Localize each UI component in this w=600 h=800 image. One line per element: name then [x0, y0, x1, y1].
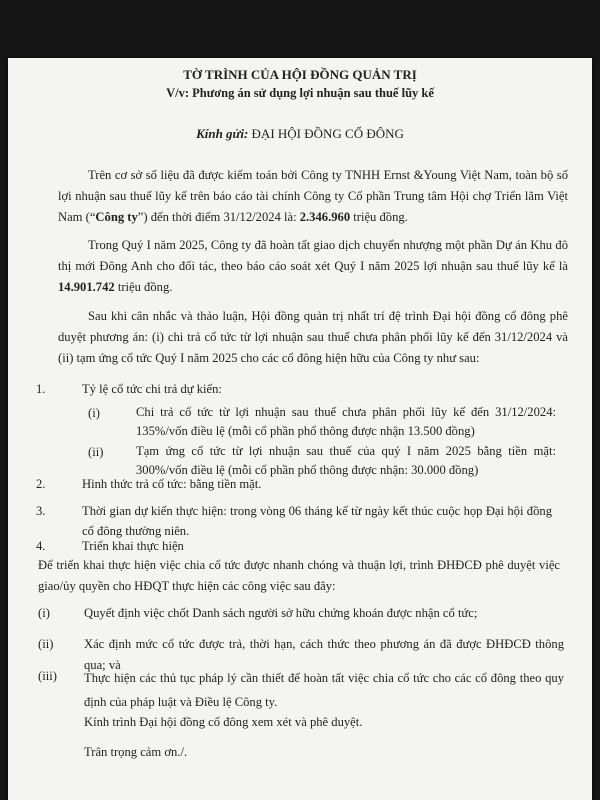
- sub-i-number: (i): [88, 406, 100, 420]
- task-ii-text: Xác định mức cổ tức được trả, thời hạn, cách thức theo phương án đã được ĐHĐCĐ thông qua; và: [84, 637, 564, 672]
- document-subject: V/v: Phương án sử dụng lợi nhuận sau thuế lũy kế: [166, 86, 434, 100]
- recipient-line: [8, 126, 592, 142]
- task-iii-number: (iii): [38, 669, 57, 683]
- paragraph-q1-profit: Trong Quý I năm 2025, Công ty đã hoàn tất giao dịch chuyển nhượng một phần Dự án Khu đô thị mới Đông Anh cho đối tác, theo báo cáo soát xét Quý I năm 2025 lợi nhuận sau thuế lũy kế là 14.901.742 triệu đồng.: [58, 238, 568, 294]
- closing-thanks: Trân trọng cảm ơn./.: [84, 745, 188, 759]
- sub-ii-number: (ii): [88, 445, 104, 459]
- item-2-text: Hình thức trả cổ tức: bằng tiền mặt.: [82, 477, 262, 491]
- task-ii-number: (ii): [38, 637, 54, 651]
- item-4-number: 4.: [36, 539, 46, 553]
- item-2-number: 2.: [36, 477, 46, 491]
- task-i-text: Quyết định việc chốt Danh sách người sở hữu chứng khoán được nhận cổ tức;: [84, 606, 478, 620]
- paragraph-audited-profit: Trên cơ sở số liệu đã được kiểm toán bởi Công ty TNHH Ernst &Young Việt Nam, toàn bộ số lợi nhuận sau thuế lũy kế trên báo cáo tài chính Công ty Cổ phần Trung tâm Hội chợ Triển lãm Việt Nam (“Công ty”) đến thời điểm 31/12/2024 là: 2.346.960 triệu đồng.: [58, 168, 568, 224]
- task-iii-text: Thực hiện các thủ tục pháp lý cần thiết để hoàn tất việc chia cổ tức cho các cổ đông theo quy định của pháp luật và Điều lệ Công ty.: [84, 671, 564, 709]
- sub-i-text: Chi trả cổ tức từ lợi nhuận sau thuế chưa phân phối lũy kế đến 31/12/2024: 135%/vốn điều lệ (mỗi cổ phần phổ thông được nhận 13.500 đồng): [136, 405, 556, 438]
- recipient-label: Kính gửi:: [196, 126, 249, 141]
- paragraph-proposal: Sau khi cân nhắc và thảo luận, Hội đồng quản trị nhất trí đệ trình Đại hội đồng cổ đông phê duyệt phương án: (i) chi trả cổ tức từ lợi nhuận sau thuế chưa phân phối lũy kế đến 31/12/2024 và (ii) tạm ứng cổ tức Quý I năm 2025 cho các cổ đông hiện hữu của Công ty như sau:: [58, 309, 568, 365]
- item-3-text: Thời gian dự kiến thực hiện: trong vòng 06 tháng kể từ ngày kết thúc cuộc họp Đại hội đồng cổ đông thường niên.: [82, 504, 552, 538]
- sub-ii-text: Tạm ứng cổ tức từ lợi nhuận sau thuế của quý I năm 2025 bằng tiền mặt: 300%/vốn điều lệ (mỗi cổ phần phổ thông được nhận: 30.000 đồng): [136, 444, 556, 477]
- item-1-number: 1.: [36, 382, 46, 396]
- item-3-number: 3.: [36, 504, 46, 518]
- task-i-number: (i): [38, 606, 50, 620]
- item-4-text: Triển khai thực hiện: [82, 539, 184, 553]
- recipient-value: ĐẠI HỘI ĐỒNG CỔ ĐÔNG: [251, 126, 404, 141]
- item-1-text: Tỷ lệ cổ tức chi trả dự kiến:: [82, 382, 222, 396]
- document-page: [8, 58, 592, 800]
- document-title: TỜ TRÌNH CỦA HỘI ĐỒNG QUẢN TRỊ: [183, 67, 417, 82]
- paragraph-authorization: Để triển khai thực hiện việc chia cổ tức được nhanh chóng và thuận lợi, trình ĐHĐCĐ phê duyệt việc giao/ủy quyền cho HĐQT thực hiện các công việc sau đây:: [38, 558, 560, 593]
- closing-request: Kính trình Đại hội đồng cổ đông xem xét và phê duyệt.: [84, 715, 363, 729]
